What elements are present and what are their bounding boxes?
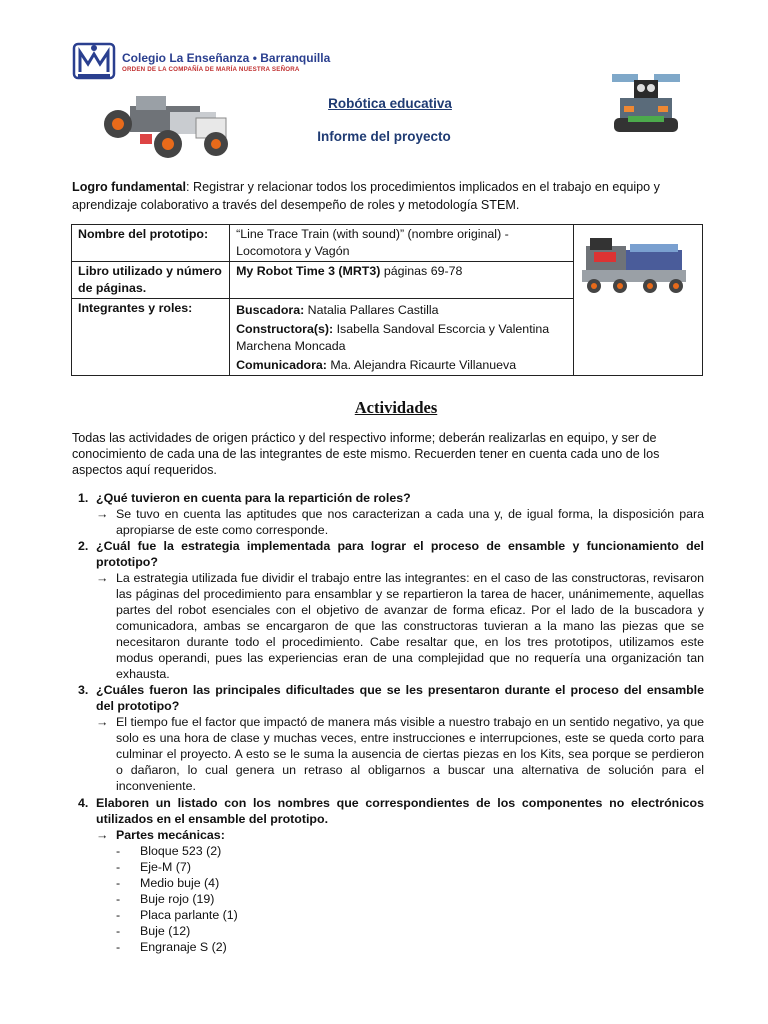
intro-text: : Registrar y relacionar todos los procedimientos implicados en el trabajo en equipo y aprendizaje colaborativo a través del desempeño de roles y metodología STEM. (72, 180, 660, 212)
role-comunicadora: Comunicadora: Ma. Alejandra Ricaurte Villanueva (236, 358, 517, 372)
school-name: Colegio La Enseñanza • Barranquilla (122, 51, 331, 65)
parts-list (116, 843, 238, 955)
list-item: - Bloque 523 (2) (116, 844, 222, 858)
prototype-name-value: “Line Trace Train (with sound)” (nombre original) - Locomotora y Vagón (230, 225, 574, 262)
members-value (230, 299, 574, 376)
role-buscadora: Buscadora: Natalia Pallares Castilla (236, 303, 439, 317)
intro-label: Logro fundamental (72, 180, 187, 194)
list-item: - Placa parlante (1) (116, 908, 238, 922)
list-item: - Buje rojo (19) (116, 892, 215, 906)
book-label: Libro utilizado y número de páginas. (72, 262, 230, 299)
arrow-icon: → (96, 715, 109, 729)
arrow-icon: → (96, 571, 109, 585)
arrow-icon: → (96, 507, 109, 521)
book-value: My Robot Time 3 (MRT3) páginas 69-78 (230, 262, 574, 299)
document-subtitle: Informe del proyecto (317, 129, 451, 144)
prototype-info-table (71, 224, 703, 376)
question-3: 3. ¿Cuáles fueron las principales dificultades que se les presentaron durante el proceso del ensamble del prototipo? (78, 683, 704, 713)
answer-4: → Partes mecánicas: (96, 828, 225, 842)
school-subtitle: ORDEN DE LA COMPAÑÍA DE MARÍA NUESTRA SEÑORA (122, 66, 300, 73)
role-constructora: Constructora(s): Isabella Sandoval Escorcia y Valentina Marchena Moncada (236, 322, 550, 353)
list-item: - Eje-M (7) (116, 860, 191, 874)
prototype-name-label: Nombre del prototipo: (72, 225, 230, 262)
prototype-image-cell (574, 225, 703, 376)
activities-title: Actividades (354, 398, 438, 417)
members-label: Integrantes y roles: (72, 299, 230, 376)
question-1: 1. ¿Qué tuvieron en cuenta para la repartición de roles? (78, 491, 411, 505)
question-4: 4. Elaboren un listado con los nombres que correspondientes de los componentes no electrónicos utilizados en el ensamble del prototipo. (78, 796, 704, 826)
answer-1: → Se tuvo en cuenta las aptitudes que nos caracterizan a cada una y, de igual forma, la disposición para apropiarse de este como corresponde. (96, 507, 704, 537)
list-item: - Engranaje S (2) (116, 940, 227, 954)
document-title: Robótica educativa (328, 96, 452, 111)
train-robot-image (580, 226, 688, 302)
intro-paragraph (72, 178, 712, 214)
answer-2: → La estrategia utilizada fue dividir el trabajo entre las integrantes: en el caso de las constructoras, revisaron las páginas del procedimiento para ensamblar y se repartieron la tarea de hacer, unánimemente, aquellas partes del robot esenciales con el objetivo de avanzar de forma eficaz. Por el lado de la buscadora y comunicadora, ambas se encargaron de que las constructoras tuvieran a la mano las piezas que se necesitaron durante todo el procedimiento. Cabe resaltar que, en los tres prototipos, utilizamos este modus operandi, pues las experiencias eran de una complejidad que no requería una organización tan exhausta. (96, 571, 704, 681)
question-2: 2. ¿Cuál fue la estrategia implementada para lograr el proceso de ensamble y funcionamiento del prototipo? (78, 539, 704, 569)
school-logo (72, 42, 116, 82)
list-item: - Medio buje (4) (116, 876, 220, 890)
list-item: - Buje (12) (116, 924, 191, 938)
answer-3: → El tiempo fue el factor que impactó de manera más visible a nuestro trabajo en un sentido negativo, ya que solo es una hora de clase y muchas veces, entre instrucciones e interrupciones, este se queda corto para culminar el proyecto. A esto se le suma la ausencia de ciertas piezas en los Kits, sea porque se perdieron o dañaron, lo cual genera un retraso al obligarnos a buscar una alternativa de solución para el inconveniente. (96, 715, 704, 793)
arrow-icon: → (96, 828, 109, 842)
activities-intro: Todas las actividades de origen práctico y del respectivo informe; deberán realizarlas en equipo, y ser de conocimiento de cada una de las integrantes de este mismo. Recuerden tener en cuenta cada uno de los aspectos aquí requeridos. (72, 431, 660, 477)
